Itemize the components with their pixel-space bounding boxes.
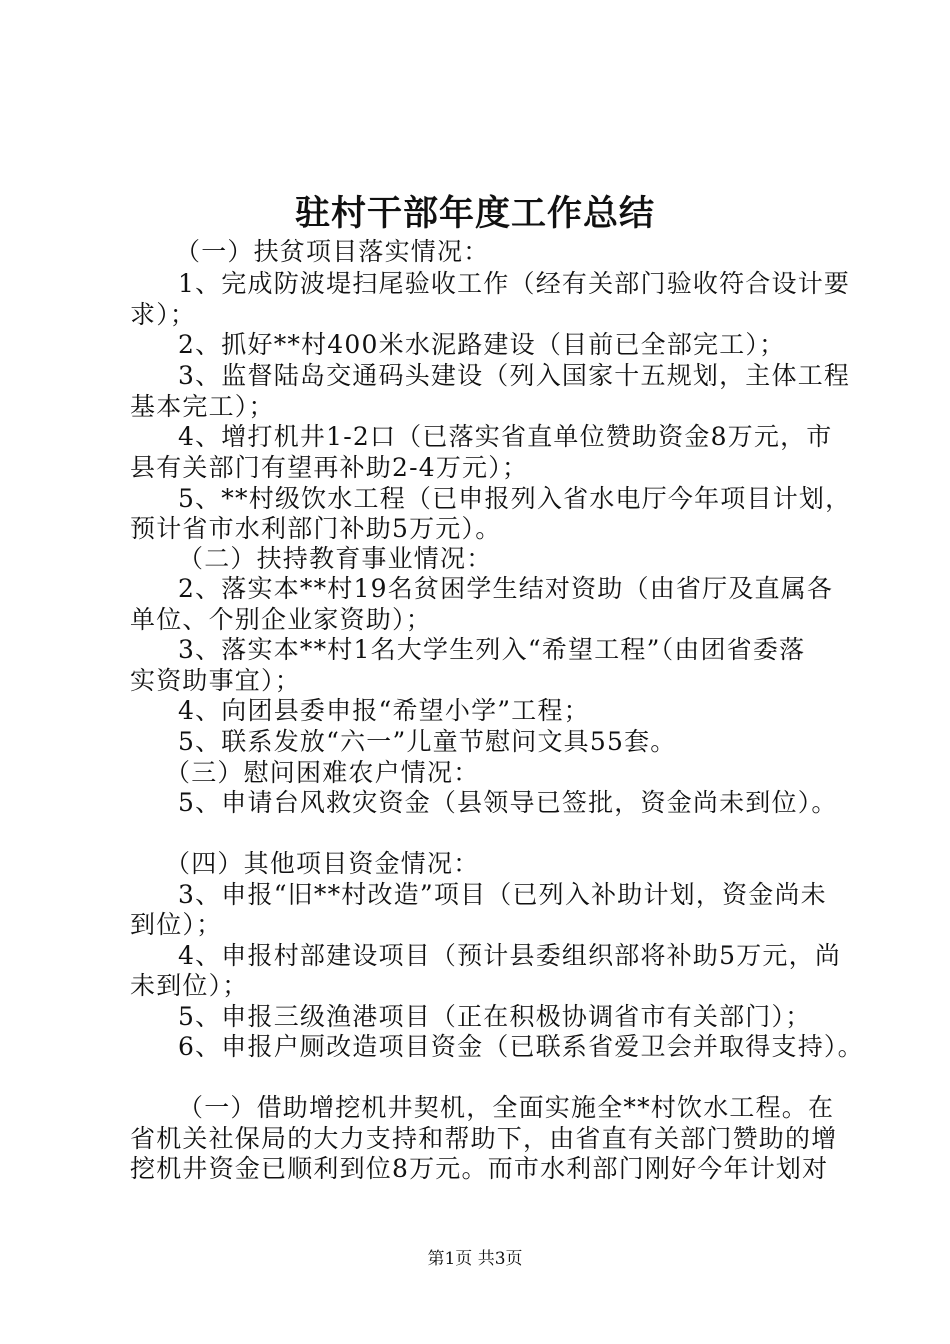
- text-line: 5、**村级饮水工程（已申报列入省水电厅今年项目计划，: [178, 484, 852, 513]
- document-title: 驻村干部年度工作总结: [294, 193, 655, 234]
- text-line: 3、落实本**村1名大学生列入“希望工程”（由团省委落: [178, 635, 806, 664]
- text-line: 2、落实本**村19名贫困学生结对资助（由省厅及直属各: [178, 574, 834, 603]
- text-line: 6、申报户厕改造项目资金（已联系省爱卫会并取得支持）。: [178, 1032, 864, 1061]
- text-line: 预计省市水利部门补助5万元）。: [130, 514, 502, 543]
- page-number: 第1页 共3页: [427, 1249, 523, 1269]
- text-line: 求）；: [130, 300, 197, 329]
- text-line: 县有关部门有望再补助2-4万元）；: [130, 453, 529, 482]
- text-line: 1、完成防波堤扫尾验收工作（经有关部门验收符合设计要: [178, 269, 851, 298]
- text-line: 4、申报村部建设项目（预计县委组织部将补助5万元，尚: [178, 941, 842, 970]
- text-line: 单位、个别企业家资助）；: [130, 605, 432, 634]
- text-line: 省机关社保局的大力支持和帮助下，由省直有关部门赞助的增: [130, 1124, 838, 1153]
- text-line: 挖机井资金已顺利到位8万元。而市水利部门刚好今年计划对: [130, 1154, 829, 1183]
- text-line: 基本完工）；: [130, 392, 275, 421]
- text-line: 4、向团县委申报“希望小学”工程；: [178, 696, 590, 725]
- section-heading: （二）扶持教育事业情况：: [178, 544, 493, 573]
- text-line: 4、增打机井1-2口（已落实省直单位赞助资金8万元，市: [178, 422, 833, 451]
- section-heading: （三）慰问困难农户情况：: [165, 758, 480, 787]
- text-line: 未到位）；: [130, 971, 249, 1000]
- text-line: 到位）；: [130, 910, 223, 939]
- text-line: 5、申报三级渔港项目（正在积极协调省市有关部门）；: [178, 1002, 812, 1031]
- section-heading: （四）其他项目资金情况：: [165, 849, 480, 878]
- text-line: 2、抓好**村400米水泥路建设（目前已全部完工）；: [178, 330, 786, 359]
- text-line: 5、联系发放“六一”儿童节慰问文具55套。: [178, 727, 677, 756]
- text-line: 3、申报“旧**村改造”项目（已列入补助计划，资金尚未: [178, 880, 827, 909]
- text-line: 实资助事宜）；: [130, 666, 301, 695]
- text-line: （一）借助增挖机井契机，全面实施全**村饮水工程。在: [178, 1093, 835, 1122]
- text-line: 3、监督陆岛交通码头建设（列入国家十五规划，主体工程: [178, 361, 851, 390]
- section-heading: （一）扶贫项目落实情况：: [175, 237, 490, 266]
- text-line: 5、申请台风救灾资金（县领导已签批，资金尚未到位）。: [178, 788, 838, 817]
